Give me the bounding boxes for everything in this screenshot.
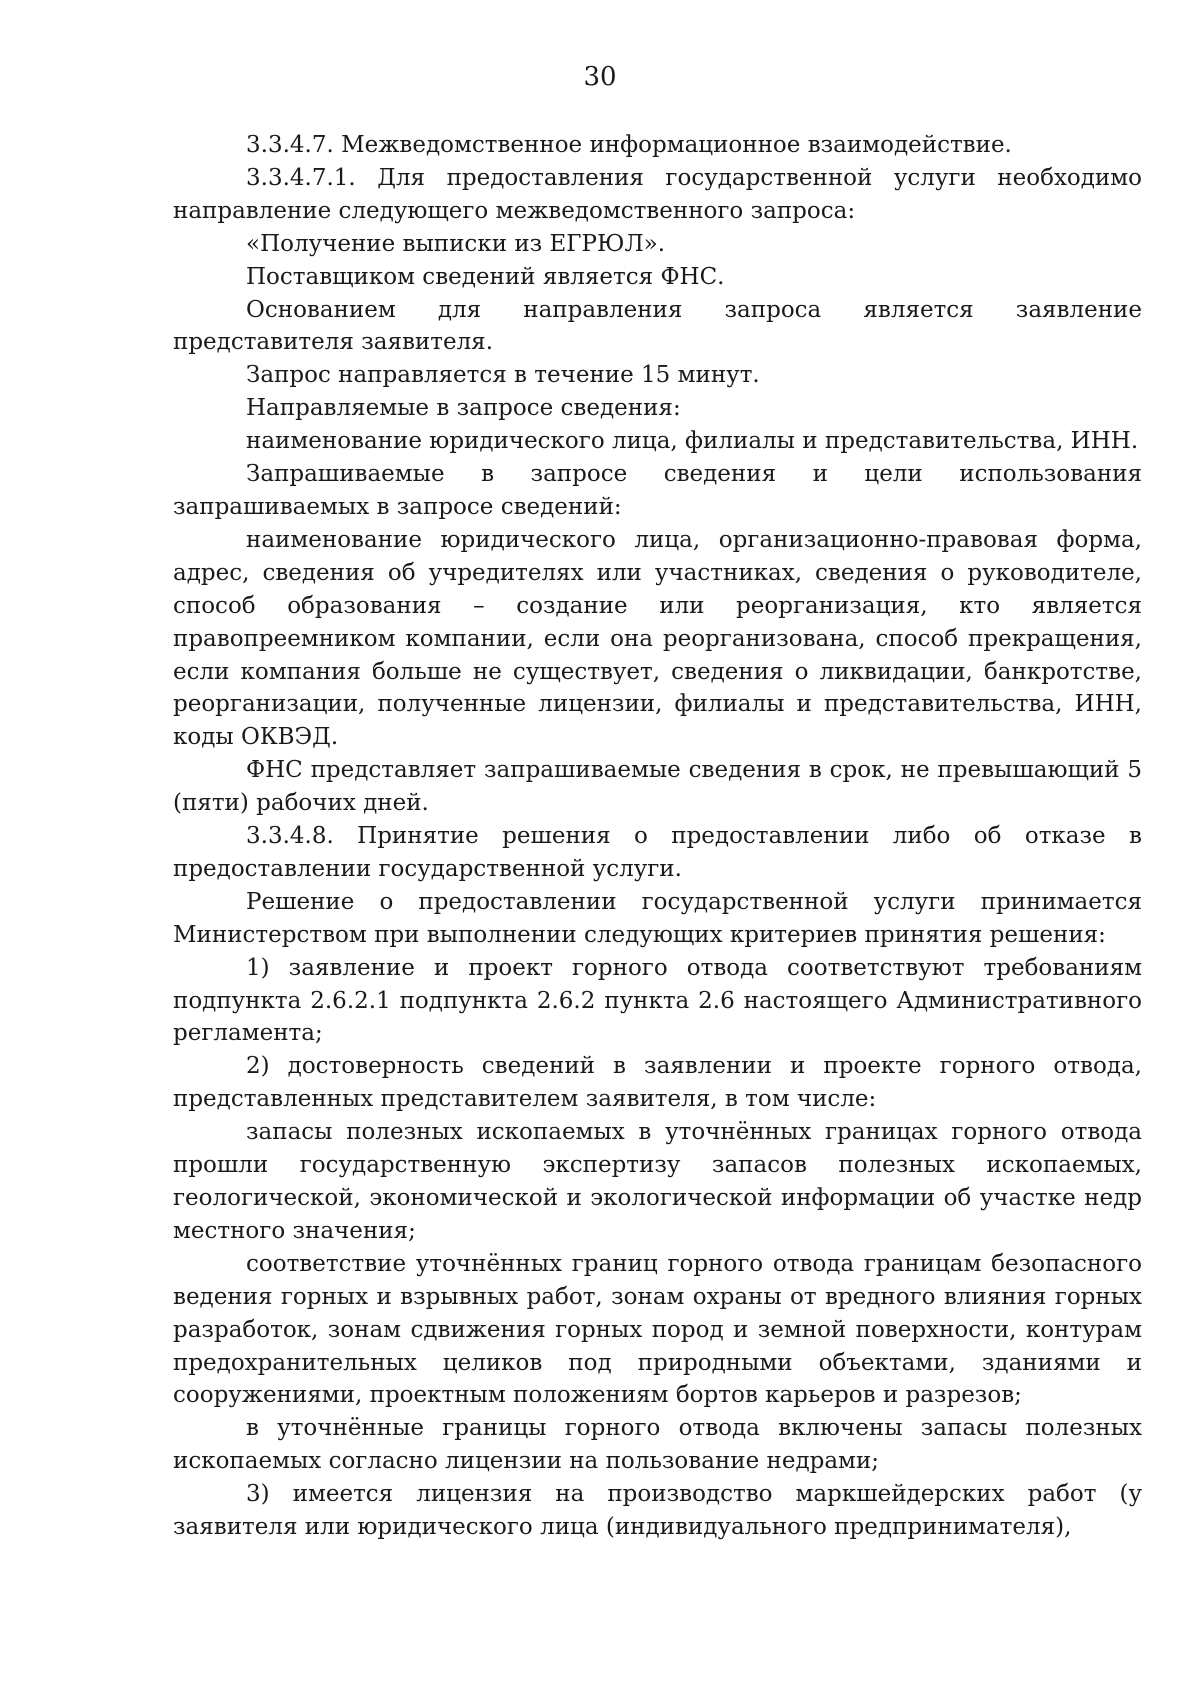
paragraph-decision-criteria-intro: Решение о предоставлении государственной услуги принимается Министерством при выполнении следующих критериев принятия решения: <box>173 888 1142 948</box>
paragraph-data-supplier: Поставщиком сведений является ФНС. <box>246 263 725 290</box>
paragraph-section-3-3-4-7-heading: 3.3.4.7. Межведомственное информационное взаимодействие. <box>246 132 1012 158</box>
paragraph-sent-data-heading: Направляемые в запросе сведения: <box>246 395 681 422</box>
paragraph-criterion-1: 1) заявление и проект горного отвода соответствуют требованиям подпункта 2.6.2.1 подпункта 2.6.2 пункта 2.6 настоящего Административного регламента; <box>173 954 1142 1047</box>
paragraph-response-deadline: ФНС представляет запрашиваемые сведения в срок, не превышающий 5 (пяти) рабочих дней. <box>173 757 1142 817</box>
paragraph-sent-data: наименование юридического лица, филиалы и представительства, ИНН. <box>246 428 1139 455</box>
paragraph-request-timing: Запрос направляется в течение 15 минут. <box>246 362 760 389</box>
paragraph-requested-data: наименование юридического лица, организационно-правовая форма, адрес, сведения об учредителях или участниках, сведения о руководителе, способ образования – создание или реорганизация, кто является правопреемником компании, если она реорганизована, способ прекращения, если компания больше не существует, сведения о ликвидации, банкротстве, реорганизации, полученные лицензии, филиалы и представительства, ИНН, коды ОКВЭД. <box>173 526 1142 751</box>
page-number: 30 <box>583 62 617 92</box>
document-body <box>173 129 1142 1544</box>
paragraph-section-3-3-4-7-1: 3.3.4.7.1. Для предоставления государственной услуги необходимо направление следующего межведомственного запроса: <box>173 164 1142 224</box>
paragraph-request-basis: Основанием для направления запроса является заявление представителя заявителя. <box>173 296 1142 356</box>
paragraph-criterion-2-boundaries: соответствие уточнённых границ горного отвода границам безопасного ведения горных и взрывных работ, зонам охраны от вредного влияния горных разработок, зонам сдвижения горных пород и земной поверхности, контурам предохранительных целиков под природными объектами, зданиями и сооружениями, проектным положениям бортов карьеров и разрезов; <box>173 1250 1142 1409</box>
paragraph-section-3-3-4-8-heading: 3.3.4.8. Принятие решения о предоставлении либо об отказе в предоставлении государственной услуги. <box>173 823 1142 882</box>
paragraph-request-name: «Получение выписки из ЕГРЮЛ». <box>246 230 666 257</box>
paragraph-criterion-2-license-reserves: в уточнённые границы горного отвода включены запасы полезных ископаемых согласно лицензии на пользование недрами; <box>173 1415 1142 1475</box>
paragraph-criterion-2-reserves: запасы полезных ископаемых в уточнённых границах горного отвода прошли государственную экспертизу запасов полезных ископаемых, геологической, экономической и экологической информации об участке недр местного значения; <box>173 1119 1142 1244</box>
paragraph-criterion-2: 2) достоверность сведений в заявлении и проекте горного отвода, представленных представителем заявителя, в том числе: <box>173 1053 1142 1113</box>
paragraph-requested-data-heading: Запрашиваемые в запросе сведения и цели использования запрашиваемых в запросе сведений: <box>173 461 1142 520</box>
paragraph-criterion-3: 3) имеется лицензия на производство маркшейдерских работ (у заявителя или юридического лица (индивидуального предпринимателя), <box>173 1481 1142 1541</box>
